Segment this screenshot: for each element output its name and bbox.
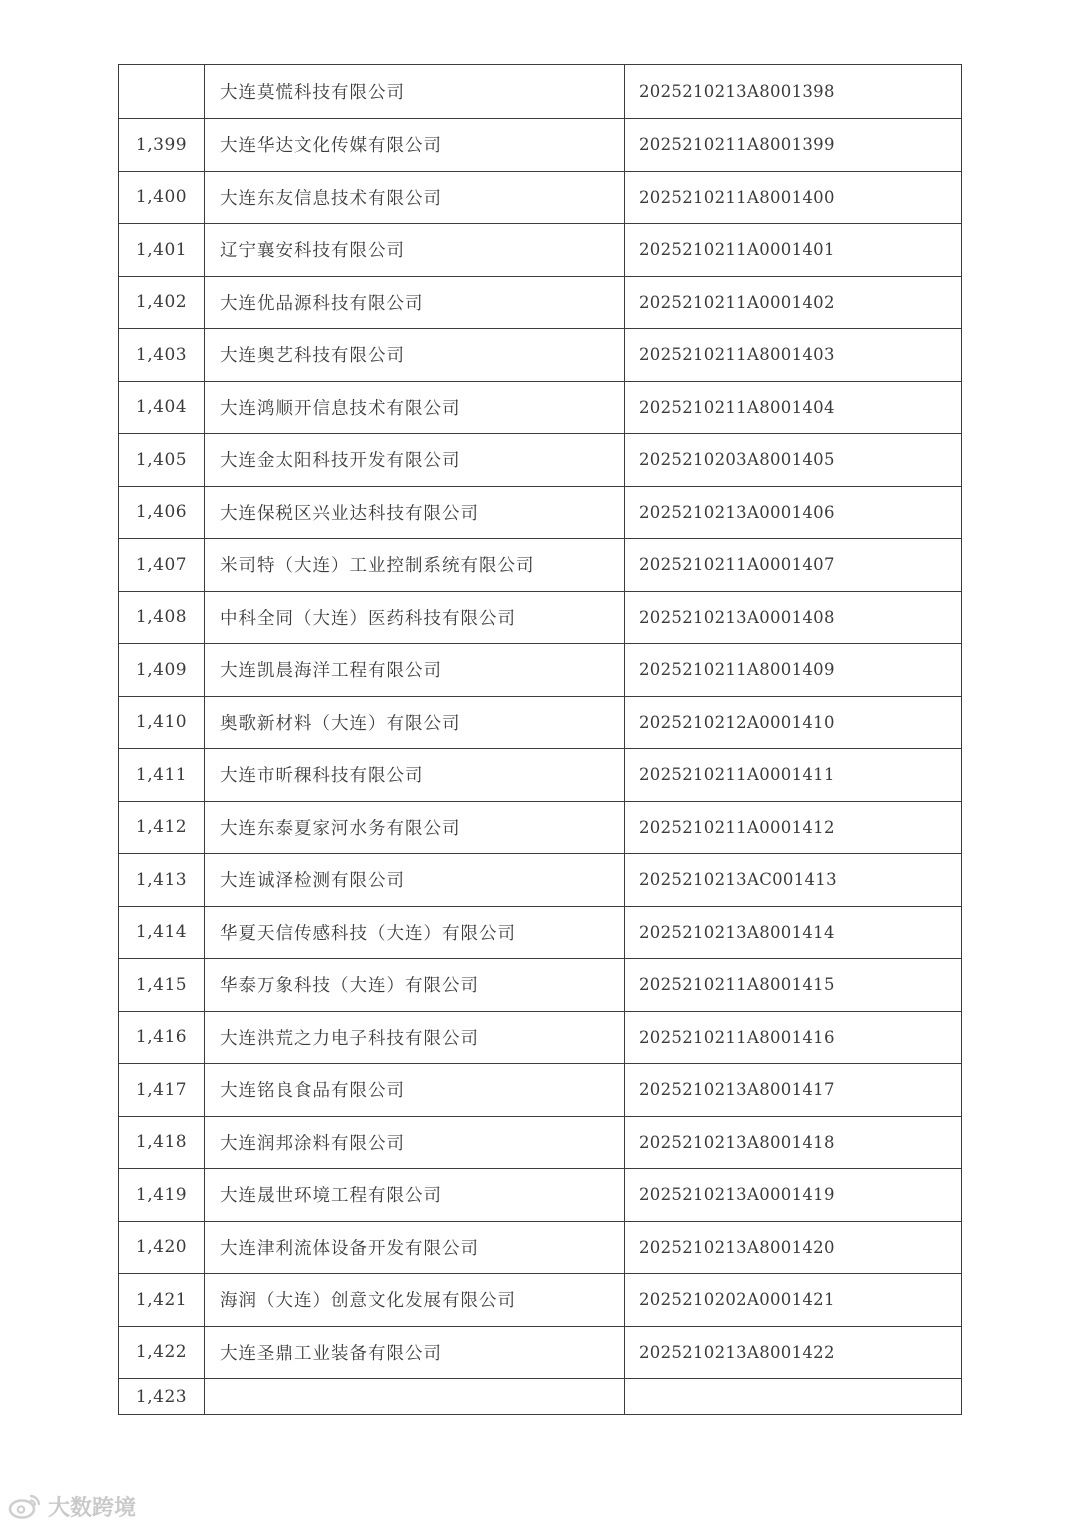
table-row xyxy=(119,696,962,749)
table-row xyxy=(119,1064,962,1117)
row-number-cell: 1,405 xyxy=(119,434,205,487)
row-number-cell: 1,410 xyxy=(119,696,205,749)
company-name-cell: 大连圣鼎工业装备有限公司 xyxy=(205,1326,625,1379)
row-number-cell: 1,401 xyxy=(119,224,205,277)
table-row xyxy=(119,119,962,172)
row-number-cell: 1,418 xyxy=(119,1116,205,1169)
registry-table xyxy=(118,64,962,1415)
registration-code-cell: 2025210213A8001398 xyxy=(625,65,962,119)
table-row xyxy=(119,381,962,434)
registry-table-body xyxy=(119,65,962,1415)
table-row xyxy=(119,1274,962,1327)
registration-code-cell: 2025210211A0001407 xyxy=(625,539,962,592)
watermark-text: 大数跨境 xyxy=(48,1495,137,1521)
table-row xyxy=(119,1011,962,1064)
registration-code-cell: 2025210203A8001405 xyxy=(625,434,962,487)
company-name-cell: 大连洪荒之力电子科技有限公司 xyxy=(205,1011,625,1064)
row-number-cell: 1,411 xyxy=(119,749,205,802)
registration-code-cell: 2025210202A0001421 xyxy=(625,1274,962,1327)
company-name-cell: 大连津利流体设备开发有限公司 xyxy=(205,1221,625,1274)
registration-code-cell: 2025210211A0001412 xyxy=(625,801,962,854)
company-name-cell: 华夏天信传感科技（大连）有限公司 xyxy=(205,906,625,959)
registration-code-cell: 2025210211A8001399 xyxy=(625,119,962,172)
registration-code-cell: 2025210212A0001410 xyxy=(625,696,962,749)
registration-code-cell: 2025210211A0001402 xyxy=(625,276,962,329)
table-row xyxy=(119,329,962,382)
company-name-cell: 辽宁襄安科技有限公司 xyxy=(205,224,625,277)
row-number-cell: 1,404 xyxy=(119,381,205,434)
registration-code-cell: 2025210211A0001411 xyxy=(625,749,962,802)
company-name-cell: 大连奥艺科技有限公司 xyxy=(205,329,625,382)
watermark xyxy=(8,1490,136,1522)
company-name-cell: 奥歌新材料（大连）有限公司 xyxy=(205,696,625,749)
table-row xyxy=(119,1326,962,1379)
table-row xyxy=(119,591,962,644)
row-number-cell: 1,416 xyxy=(119,1011,205,1064)
registration-code-cell: 2025210213A8001414 xyxy=(625,906,962,959)
table-row xyxy=(119,1221,962,1274)
row-number-cell: 1,403 xyxy=(119,329,205,382)
registration-code-cell: 2025210213AC001413 xyxy=(625,854,962,907)
row-number-cell: 1,408 xyxy=(119,591,205,644)
row-number-cell: 1,423 xyxy=(119,1379,205,1415)
table-row xyxy=(119,1169,962,1222)
registration-code-cell: 2025210211A8001409 xyxy=(625,644,962,697)
row-number-cell: 1,414 xyxy=(119,906,205,959)
row-number-cell: 1,406 xyxy=(119,486,205,539)
table-row xyxy=(119,539,962,592)
company-name-cell: 大连金太阳科技开发有限公司 xyxy=(205,434,625,487)
registration-code-cell xyxy=(625,1379,962,1415)
company-name-cell: 大连市昕稞科技有限公司 xyxy=(205,749,625,802)
registration-code-cell: 2025210213A0001408 xyxy=(625,591,962,644)
company-name-cell: 大连铭良食品有限公司 xyxy=(205,1064,625,1117)
registration-code-cell: 2025210211A8001400 xyxy=(625,171,962,224)
registration-code-cell: 2025210211A0001401 xyxy=(625,224,962,277)
row-number-cell: 1,413 xyxy=(119,854,205,907)
row-number-cell: 1,412 xyxy=(119,801,205,854)
registration-code-cell: 2025210213A8001418 xyxy=(625,1116,962,1169)
company-name-cell: 大连优品源科技有限公司 xyxy=(205,276,625,329)
registration-code-cell: 2025210211A8001416 xyxy=(625,1011,962,1064)
weibo-style-logo-icon xyxy=(8,1492,42,1520)
row-number-cell: 1,421 xyxy=(119,1274,205,1327)
row-number-cell: 1,422 xyxy=(119,1326,205,1379)
table-row xyxy=(119,434,962,487)
table-row xyxy=(119,749,962,802)
company-name-cell: 大连鸿顺开信息技术有限公司 xyxy=(205,381,625,434)
row-number-cell: 1,419 xyxy=(119,1169,205,1222)
row-number-cell: 1,417 xyxy=(119,1064,205,1117)
row-number-cell: 1,399 xyxy=(119,119,205,172)
registration-code-cell: 2025210211A8001415 xyxy=(625,959,962,1012)
row-number-cell: 1,409 xyxy=(119,644,205,697)
table-row xyxy=(119,854,962,907)
table-row xyxy=(119,65,962,119)
company-name-cell: 大连润邦涂料有限公司 xyxy=(205,1116,625,1169)
table-row xyxy=(119,486,962,539)
table-row xyxy=(119,644,962,697)
table-row xyxy=(119,224,962,277)
row-number-cell: 1,402 xyxy=(119,276,205,329)
row-number-cell xyxy=(119,65,205,119)
table-row xyxy=(119,1116,962,1169)
company-name-cell: 大连莫慌科技有限公司 xyxy=(205,65,625,119)
company-name-cell: 大连凯晨海洋工程有限公司 xyxy=(205,644,625,697)
row-number-cell: 1,407 xyxy=(119,539,205,592)
table-row xyxy=(119,276,962,329)
company-name-cell xyxy=(205,1379,625,1415)
company-name-cell: 海润（大连）创意文化发展有限公司 xyxy=(205,1274,625,1327)
registration-code-cell: 2025210213A8001422 xyxy=(625,1326,962,1379)
table-row xyxy=(119,801,962,854)
table-row xyxy=(119,171,962,224)
company-name-cell: 华泰万象科技（大连）有限公司 xyxy=(205,959,625,1012)
registry-table-container xyxy=(118,64,961,1415)
company-name-cell: 米司特（大连）工业控制系统有限公司 xyxy=(205,539,625,592)
table-row xyxy=(119,1379,962,1415)
row-number-cell: 1,415 xyxy=(119,959,205,1012)
company-name-cell: 大连保税区兴业达科技有限公司 xyxy=(205,486,625,539)
table-row xyxy=(119,959,962,1012)
company-name-cell: 大连华达文化传媒有限公司 xyxy=(205,119,625,172)
company-name-cell: 大连东友信息技术有限公司 xyxy=(205,171,625,224)
registration-code-cell: 2025210211A8001404 xyxy=(625,381,962,434)
company-name-cell: 中科全同（大连）医药科技有限公司 xyxy=(205,591,625,644)
company-name-cell: 大连诚泽检测有限公司 xyxy=(205,854,625,907)
registration-code-cell: 2025210211A8001403 xyxy=(625,329,962,382)
registration-code-cell: 2025210213A8001420 xyxy=(625,1221,962,1274)
registration-code-cell: 2025210213A8001417 xyxy=(625,1064,962,1117)
company-name-cell: 大连晟世环境工程有限公司 xyxy=(205,1169,625,1222)
company-name-cell: 大连东泰夏家河水务有限公司 xyxy=(205,801,625,854)
table-row xyxy=(119,906,962,959)
registration-code-cell: 2025210213A0001419 xyxy=(625,1169,962,1222)
row-number-cell: 1,400 xyxy=(119,171,205,224)
row-number-cell: 1,420 xyxy=(119,1221,205,1274)
registration-code-cell: 2025210213A0001406 xyxy=(625,486,962,539)
